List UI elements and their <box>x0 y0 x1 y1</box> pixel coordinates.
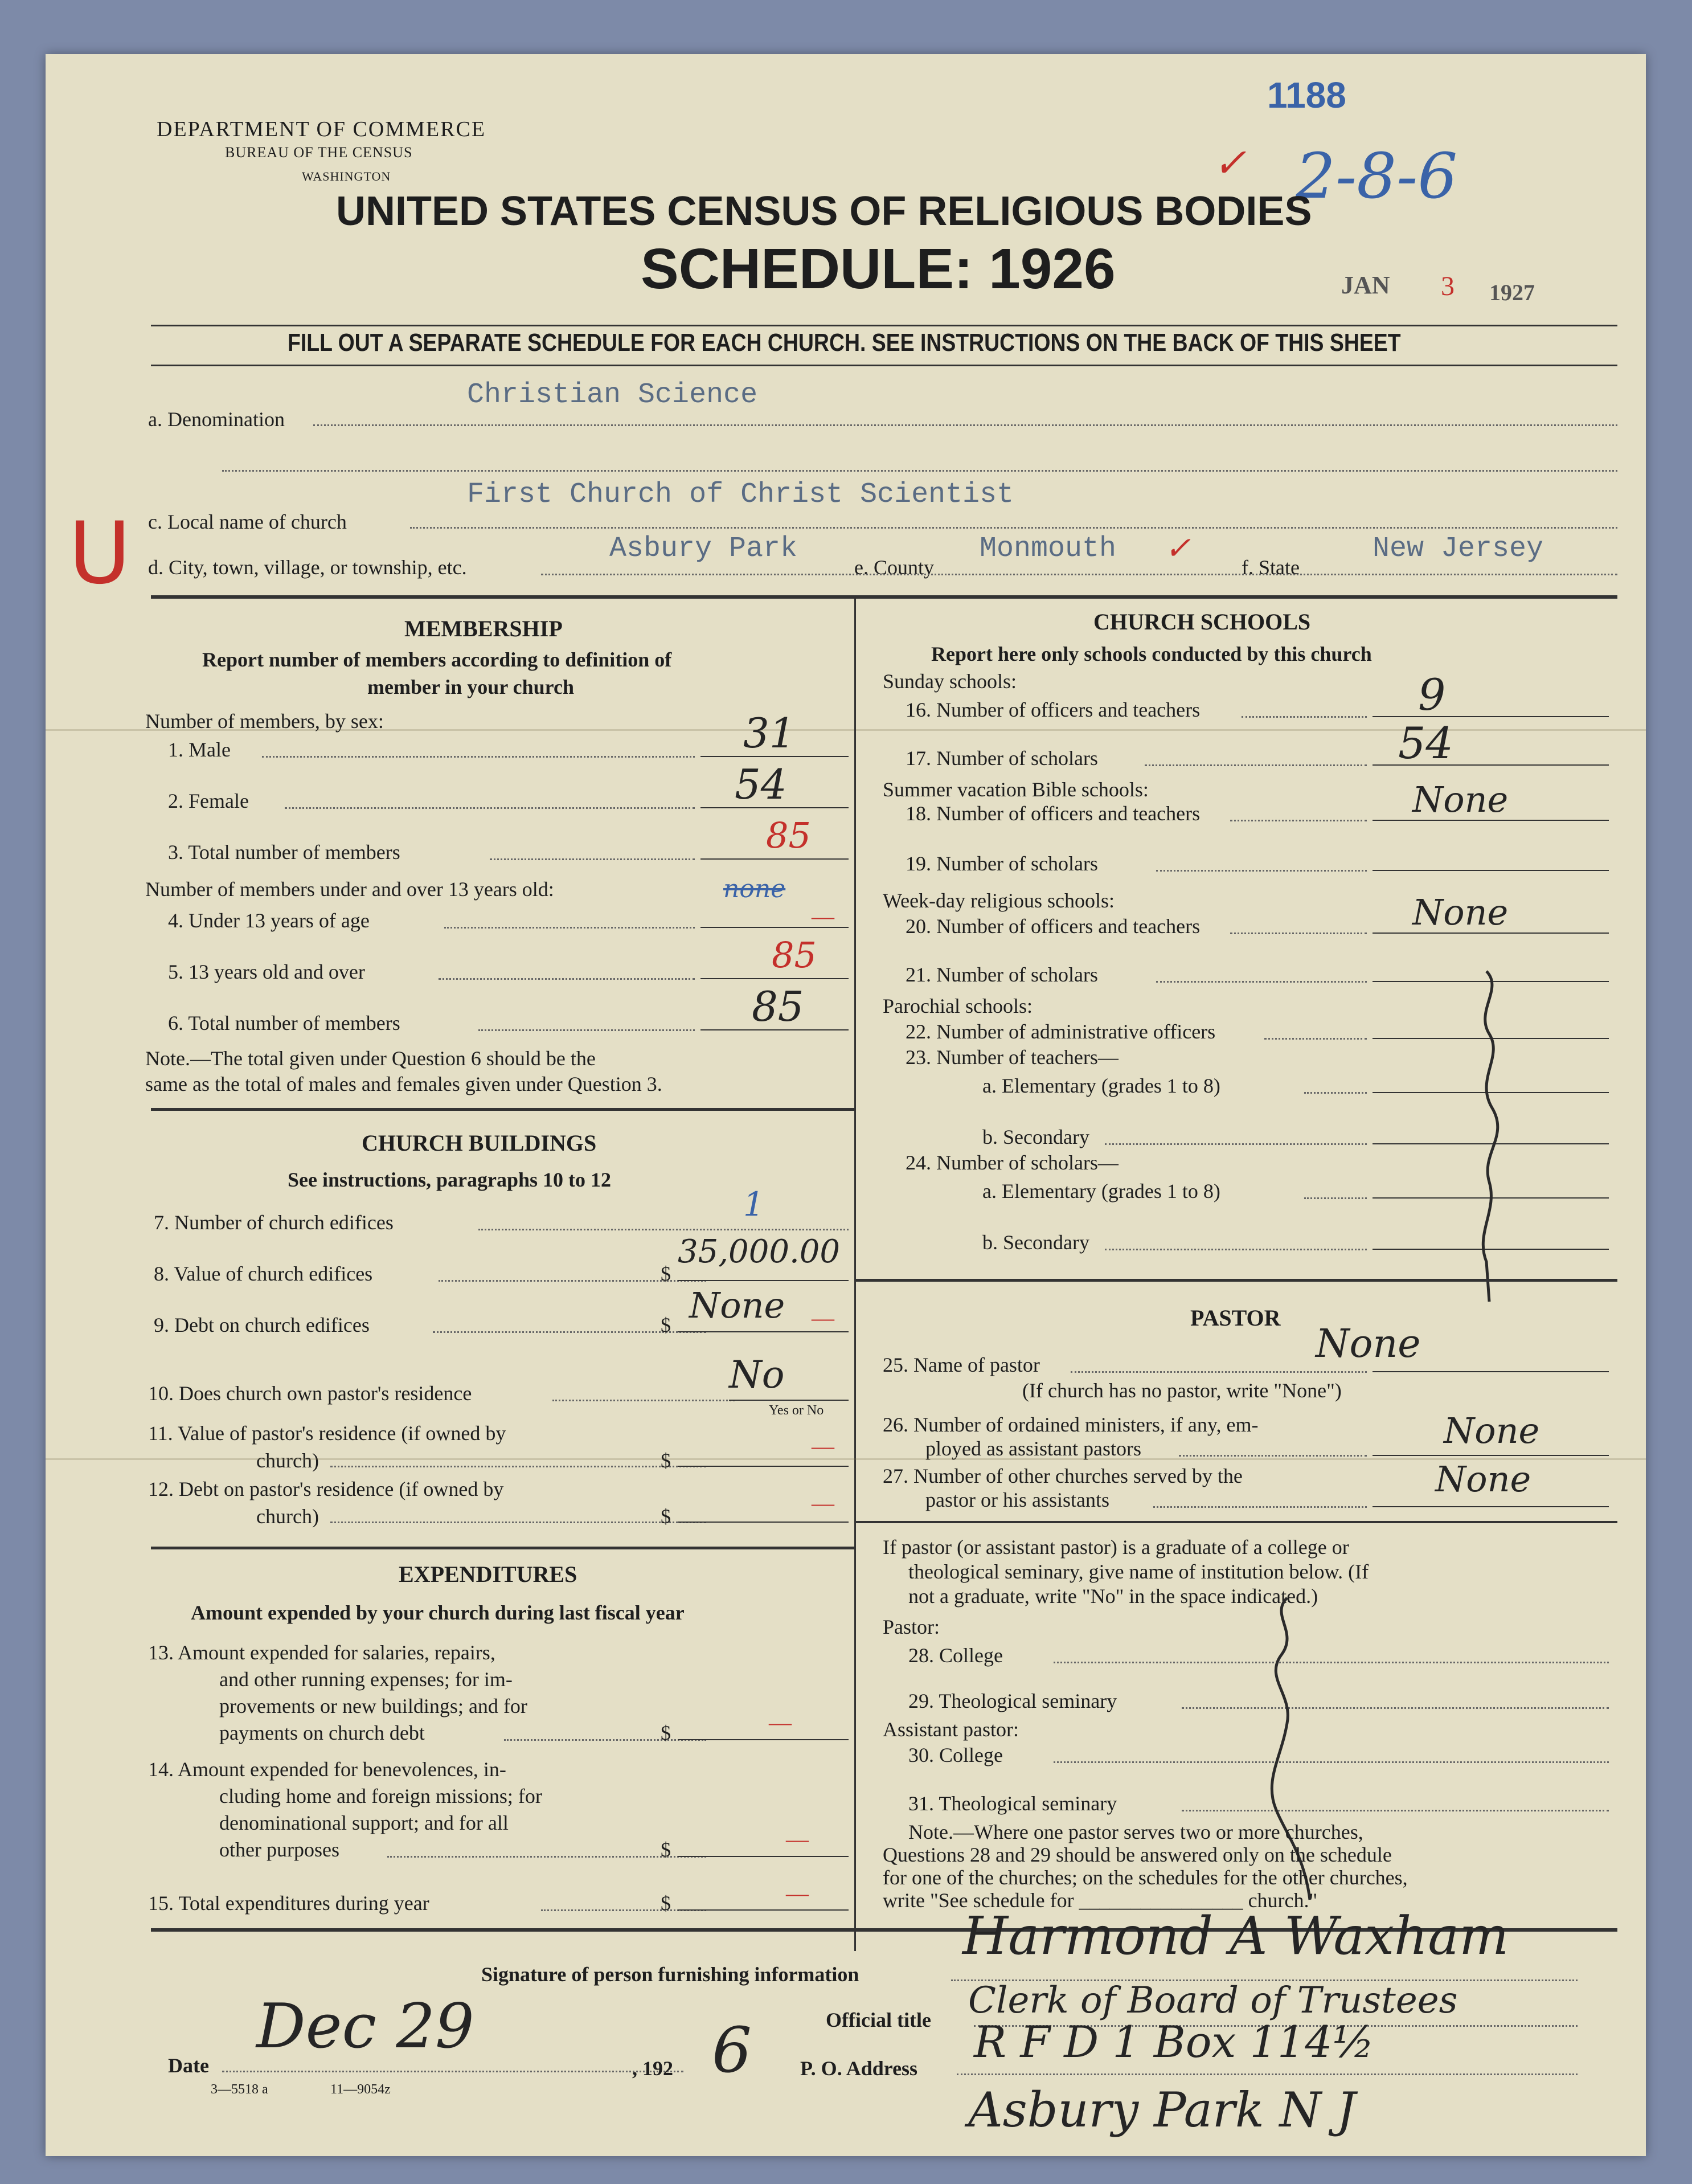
q9-label: 9. Debt on church edifices <box>154 1314 370 1336</box>
q6-value: 85 <box>752 983 804 1030</box>
q13-dash: — <box>769 1709 792 1735</box>
signature-label: Signature of person furnishing information <box>481 1963 859 1986</box>
q24b-label: b. Secondary <box>982 1231 1089 1254</box>
yes-or-no-hint: Yes or No <box>769 1403 824 1418</box>
po-address-line2: Asbury Park N J <box>968 2082 1356 2138</box>
city-value: Asbury Park <box>609 533 798 565</box>
q14-line4: other purposes <box>219 1838 339 1861</box>
q24-label: 24. Number of scholars— <box>906 1151 1119 1174</box>
age-breakdown-value: none <box>723 874 786 903</box>
q4-dash: — <box>812 903 834 929</box>
q31-label: 31. Theological seminary <box>908 1792 1117 1815</box>
state-label: f. State <box>1242 556 1300 579</box>
q13-line3: provements or new buildings; and for <box>219 1695 527 1717</box>
q30-label: 30. College <box>908 1744 1003 1766</box>
official-title-value: Clerk of Board of Trustees <box>968 1979 1458 2022</box>
parochial-schools-label: Parochial schools: <box>883 995 1033 1017</box>
date-label: Date <box>168 2054 209 2077</box>
q3-value: 85 <box>766 815 811 856</box>
department-label: DEPARTMENT OF COMMERCE <box>157 117 486 141</box>
membership-note-2: same as the total of males and females given under Question 3. <box>145 1073 662 1095</box>
census-schedule-sheet <box>46 54 1646 2156</box>
q16-label: 16. Number of officers and teachers <box>906 698 1201 721</box>
po-address-label: P. O. Address <box>800 2057 918 2080</box>
print-code: 11—9054z <box>330 2082 391 2097</box>
form-number: 3—5518 a <box>211 2082 268 2097</box>
q27-value: None <box>1435 1458 1531 1500</box>
q14-line3: denominational support; and for all <box>219 1811 509 1834</box>
received-stamp-day: 3 <box>1441 271 1455 301</box>
q9-value: None <box>689 1285 785 1326</box>
q2-label: 2. Female <box>168 790 249 812</box>
date-value: Dec 29 <box>256 1991 474 2062</box>
q2-value: 54 <box>735 760 787 808</box>
ditto-squiggle-schools <box>1464 966 1515 1307</box>
q13-line4: payments on church debt <box>219 1721 425 1744</box>
q7-label: 7. Number of church edifices <box>154 1211 394 1234</box>
q9-dash: — <box>812 1305 834 1331</box>
q16-value: 9 <box>1418 669 1446 720</box>
q7-value: 1 <box>743 1185 764 1224</box>
q17-value: 54 <box>1398 718 1453 768</box>
q4-label: 4. Under 13 years of age <box>168 909 370 932</box>
q1-value: 31 <box>743 709 796 757</box>
q11-label-line2: church) <box>256 1449 319 1472</box>
q8-dollar: $ <box>661 1262 671 1285</box>
q23b-label: b. Secondary <box>982 1126 1089 1148</box>
received-stamp-month: JAN <box>1341 271 1390 299</box>
q13-dollar: $ <box>661 1721 671 1744</box>
membership-note-1: Note.—The total given under Question 6 should be the <box>145 1047 596 1070</box>
q15-dollar: $ <box>661 1892 671 1915</box>
pastor-note-4: write "See schedule for ________________ church." <box>883 1889 1318 1912</box>
q15-dash: — <box>786 1880 809 1906</box>
q8-label: 8. Value of church edifices <box>154 1262 373 1285</box>
graduate-note-3: not a graduate, write "No" in the space indicated.) <box>908 1585 1318 1608</box>
church-buildings-subheading: See instructions, paragraphs 10 to 12 <box>288 1168 612 1191</box>
q18-label: 18. Number of officers and teachers <box>906 802 1201 825</box>
q1-label: 1. Male <box>168 738 231 761</box>
weekday-schools-label: Week-day religious schools: <box>883 889 1115 912</box>
graduate-note-2: theological seminary, give name of institution below. (If <box>908 1560 1369 1583</box>
schedule-year: SCHEDULE: 1926 <box>641 237 1116 301</box>
q8-value: 35,000.00 <box>678 1233 841 1270</box>
q22-label: 22. Number of administrative officers <box>906 1020 1216 1043</box>
q13-line2: and other running expenses; for im- <box>219 1668 513 1691</box>
expenditures-heading: EXPENDITURES <box>399 1561 577 1587</box>
city-label: WASHINGTON <box>302 169 391 183</box>
denomination-value: Christian Science <box>467 379 758 411</box>
q19-label: 19. Number of scholars <box>906 852 1098 875</box>
code-handwritten: 2-8-6 <box>1296 140 1458 212</box>
q12-label-line2: church) <box>256 1505 319 1528</box>
members-by-sex-label: Number of members, by sex: <box>145 710 384 733</box>
pastor-heading: PASTOR <box>1190 1305 1281 1331</box>
q26-label-line1: 26. Number of ordained ministers, if any, em- <box>883 1413 1259 1436</box>
po-address-line1: R F D 1 Box 114½ <box>974 2017 1375 2067</box>
q15-label: 15. Total expenditures during year <box>148 1892 429 1915</box>
q14-dollar: $ <box>661 1838 671 1861</box>
pastor-note-2: Questions 28 and 29 should be answered only on the schedule <box>883 1843 1392 1866</box>
q21-label: 21. Number of scholars <box>906 963 1098 986</box>
pastor-subheading: Pastor: <box>883 1615 940 1638</box>
q12-label-line1: 12. Debt on pastor's residence (if owned by <box>148 1478 504 1500</box>
summer-schools-label: Summer vacation Bible schools: <box>883 778 1149 801</box>
q25-note: (If church has no pastor, write "None") <box>1022 1379 1342 1402</box>
q3-label: 3. Total number of members <box>168 841 400 864</box>
q17-label: 17. Number of scholars <box>906 747 1098 770</box>
q29-label: 29. Theological seminary <box>908 1690 1117 1712</box>
local-name-label: c. Local name of church <box>148 510 347 533</box>
q27-label-line1: 27. Number of other churches served by the <box>883 1465 1243 1487</box>
red-u-mark: U <box>68 504 131 603</box>
q25-value: None <box>1316 1322 1421 1367</box>
q11-dash: — <box>812 1433 834 1459</box>
expenditures-subheading: Amount expended by your church during last fiscal year <box>191 1601 685 1624</box>
q12-dollar: $ <box>661 1505 671 1528</box>
denomination-label: a. Denomination <box>148 408 285 431</box>
q14-line2: cluding home and foreign missions; for <box>219 1785 542 1807</box>
church-schools-heading: CHURCH SCHOOLS <box>1093 609 1311 635</box>
q26-label-line2: ployed as assistant pastors <box>925 1437 1141 1460</box>
q5-label: 5. 13 years old and over <box>168 960 365 983</box>
q20-label: 20. Number of officers and teachers <box>906 915 1201 938</box>
schedule-number-stamp: 1188 <box>1267 75 1346 116</box>
church-schools-subheading: Report here only schools conducted by this church <box>931 643 1372 665</box>
age-breakdown-label: Number of members under and over 13 years old: <box>145 878 554 901</box>
pastor-note-1: Note.—Where one pastor serves two or more churches, <box>908 1821 1363 1843</box>
check-mark: ✓ <box>1213 140 1247 186</box>
county-value: Monmouth <box>980 533 1117 565</box>
q14-line1: 14. Amount expended for benevolences, in- <box>148 1758 506 1781</box>
q14-dash: — <box>786 1826 809 1852</box>
q28-label: 28. College <box>908 1644 1003 1667</box>
city-label: d. City, town, village, or township, etc. <box>148 556 467 579</box>
q10-label: 10. Does church own pastor's residence <box>148 1382 472 1405</box>
q10-value: No <box>729 1353 785 1397</box>
bureau-label: BUREAU OF THE CENSUS <box>225 144 413 161</box>
q18-value: None <box>1412 779 1509 820</box>
membership-heading: MEMBERSHIP <box>404 616 563 641</box>
graduate-note-1: If pastor (or assistant pastor) is a graduate of a college or <box>883 1536 1349 1559</box>
q5-value: 85 <box>772 934 817 976</box>
q27-label-line2: pastor or his assistants <box>925 1488 1109 1511</box>
local-name-value: First Church of Christ Scientist <box>467 478 1014 511</box>
year-prefix: , 192 <box>632 2057 673 2080</box>
membership-subheading-1: Report number of members according to definition of <box>202 648 672 671</box>
assistant-pastor-subheading: Assistant pastor: <box>883 1718 1019 1741</box>
county-check-mark: ✓ <box>1165 530 1191 566</box>
q12-dash: — <box>812 1490 834 1516</box>
received-stamp-year: 1927 <box>1489 280 1535 305</box>
q9-dollar: $ <box>661 1314 671 1336</box>
q11-label-line1: 11. Value of pastor's residence (if owned by <box>148 1422 506 1445</box>
sunday-schools-label: Sunday schools: <box>883 670 1017 693</box>
q24a-label: a. Elementary (grades 1 to 8) <box>982 1180 1220 1203</box>
pastor-note-3: for one of the churches; on the schedules for the other churches, <box>883 1866 1408 1889</box>
official-title-label: Official title <box>826 2009 931 2031</box>
q25-label: 25. Name of pastor <box>883 1353 1040 1376</box>
church-buildings-heading: CHURCH BUILDINGS <box>362 1130 597 1156</box>
membership-subheading-2: member in your church <box>367 676 575 698</box>
county-label: e. County <box>854 556 934 579</box>
q6-label: 6. Total number of members <box>168 1012 400 1034</box>
q26-value: None <box>1444 1410 1540 1451</box>
q23-label: 23. Number of teachers— <box>906 1046 1119 1069</box>
state-value: New Jersey <box>1373 533 1544 565</box>
q20-value: None <box>1412 891 1509 933</box>
instructions-banner: FILL OUT A SEPARATE SCHEDULE FOR EACH CHURCH. SEE INSTRUCTIONS ON THE BACK OF THIS SHEET <box>288 329 1401 357</box>
q11-dollar: $ <box>661 1449 671 1472</box>
q13-line1: 13. Amount expended for salaries, repairs, <box>148 1641 495 1664</box>
signature-value: Harmond A Waxham <box>962 1905 1509 1966</box>
q23a-label: a. Elementary (grades 1 to 8) <box>982 1074 1220 1097</box>
form-title: UNITED STATES CENSUS OF RELIGIOUS BODIES <box>336 189 1312 234</box>
year-digit: 6 <box>712 2014 752 2087</box>
